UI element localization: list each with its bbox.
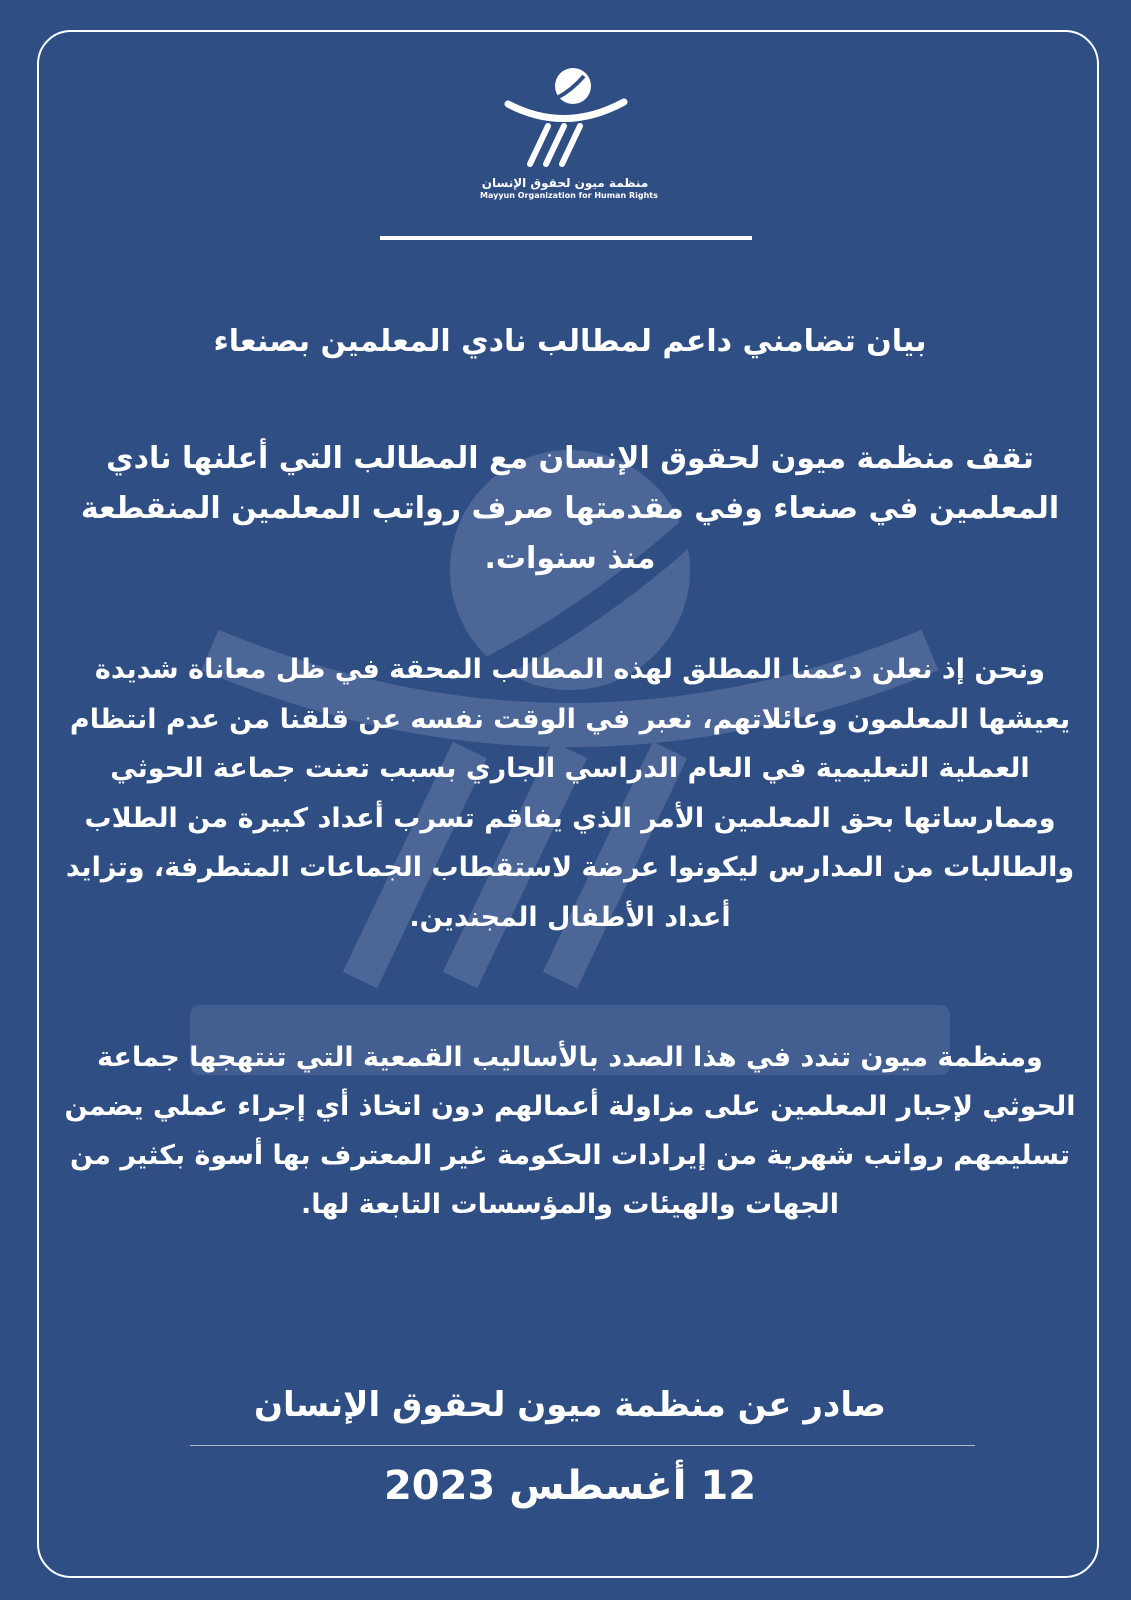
issued-by-line: صادر عن منظمة ميون لحقوق الإنسان (254, 1385, 886, 1425)
statement-paragraph-2: ونحن إذ نعلن دعمنا المطلق لهذه المطالب المحقة في ظل معاناة شديدة يعيشها المعلمون وعائلاتهم، نعبر في الوقت نفسه عن قلقنا من عدم انتظام العملية التعليمية في العام الدراسي الجاري بسبب تعنت جماعة الحوثي وممارساتها بحق المعلمين الأمر الذي يفاقم تسرب أعداد كبيرة من الطلاب والطالبات من المدارس ليكونوا عرضة لاستقطاب الجماعات المتطرفة، وتزايد أعداد الأطفال المجندين. (65, 654, 1075, 933)
mayyun-logo-icon (500, 64, 630, 174)
statement-title: بيان تضامني داعم لمطالب نادي المعلمين بصنعاء (213, 324, 927, 359)
header-divider (380, 236, 752, 240)
organization-logo (480, 64, 658, 224)
signature-divider (190, 1445, 975, 1446)
statement-paragraph-1: تقف منظمة ميون لحقوق الإنسان مع المطالب التي أعلنها نادي المعلمين في صنعاء وفي مقدمتها صرف رواتب المعلمين المنقطعة منذ سنوات. (80, 441, 1060, 576)
logo-name-arabic: منظمة ميون لحقوق الإنسان (481, 176, 649, 190)
logo-name-english: Mayyun Organization for Human Rights (480, 191, 658, 200)
statement-date: 12 أغسطس 2023 (383, 1463, 757, 1509)
statement-paragraph-3: ومنظمة ميون تندد في هذا الصدد بالأساليب القمعية التي تنتهجها جماعة الحوثي لإجبار المعلمين على مزاولة أعمالهم دون اتخاذ أي إجراء عملي يضمن تسليمهم رواتب شهرية من إيرادات الحكومة غير المعترف بها أسوة بكثير من الجهات والهيئات والمؤسسات التابعة لها. (64, 1042, 1076, 1220)
